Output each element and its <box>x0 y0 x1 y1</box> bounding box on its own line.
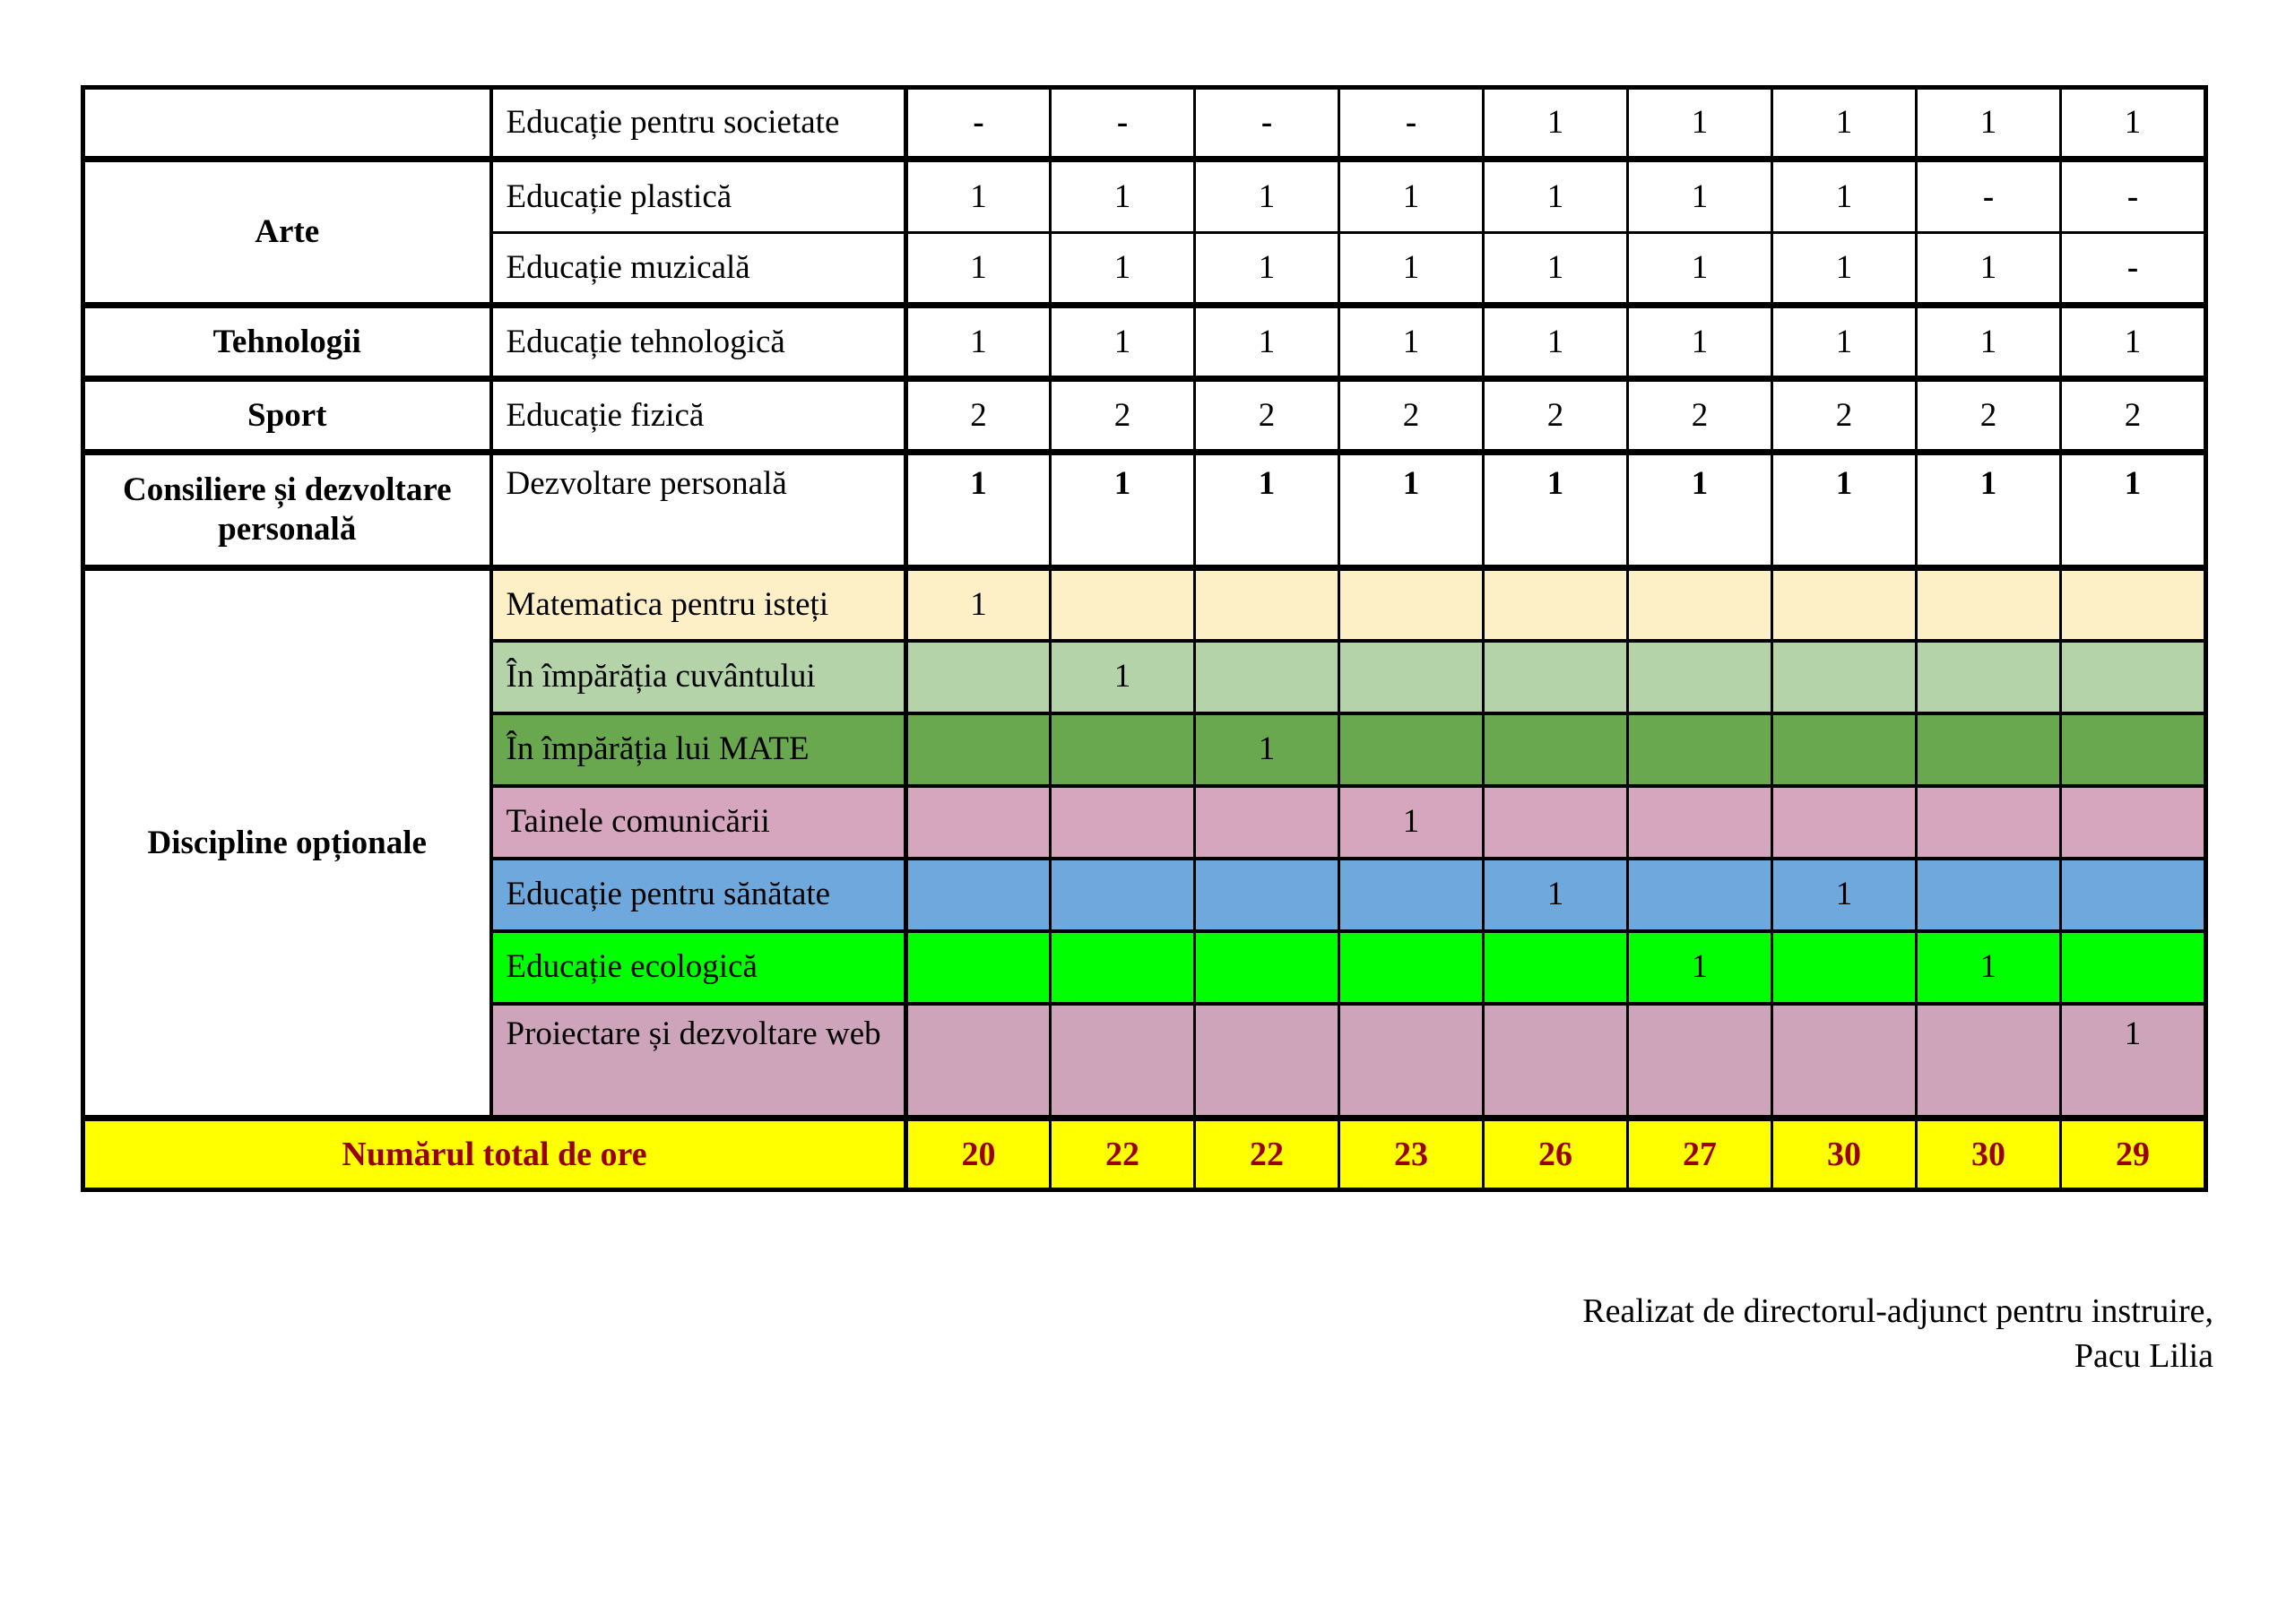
value-cell: 1 <box>1339 453 1484 568</box>
value-cell <box>1484 713 1628 786</box>
value-cell: 2 <box>1917 379 2061 453</box>
value-cell: 1 <box>1051 233 1195 306</box>
value-cell: 1 <box>1484 88 1628 160</box>
value-cell <box>1051 1004 1195 1119</box>
value-cell <box>1051 786 1195 859</box>
value-cell <box>1051 568 1195 641</box>
value-cell <box>1484 786 1628 859</box>
table-row <box>83 379 2206 453</box>
total-cell: 30 <box>1772 1119 1917 1190</box>
value-cell: 1 <box>1628 453 1772 568</box>
value-cell: 1 <box>1339 306 1484 379</box>
value-cell: 2 <box>1051 379 1195 453</box>
value-cell: 1 <box>1051 160 1195 233</box>
value-cell <box>1628 859 1772 931</box>
value-cell <box>1051 859 1195 931</box>
total-cell: 20 <box>906 1119 1051 1190</box>
value-cell <box>1339 1004 1484 1119</box>
value-cell: 1 <box>1195 713 1339 786</box>
value-cell: - <box>1339 88 1484 160</box>
value-cell: 1 <box>906 306 1051 379</box>
value-cell: 1 <box>1917 306 2061 379</box>
value-cell: 1 <box>1195 160 1339 233</box>
value-cell: 2 <box>2061 379 2206 453</box>
category-cell-consiliere: Consiliere și dezvoltare personală <box>83 453 491 568</box>
value-cell <box>906 641 1051 713</box>
value-cell: 1 <box>1484 160 1628 233</box>
discipline-cell: Educație pentru sănătate <box>491 859 906 931</box>
value-cell: 1 <box>1484 233 1628 306</box>
total-cell: 22 <box>1051 1119 1195 1190</box>
discipline-cell: Educație plastică <box>491 160 906 233</box>
value-cell <box>1772 641 1917 713</box>
value-cell: 1 <box>1772 306 1917 379</box>
discipline-cell: Educație ecologică <box>491 931 906 1004</box>
value-cell: 1 <box>1772 233 1917 306</box>
total-cell: 30 <box>1917 1119 2061 1190</box>
category-cell-arte: Arte <box>83 160 491 306</box>
value-cell: 1 <box>1484 453 1628 568</box>
value-cell: 1 <box>1051 641 1195 713</box>
value-cell <box>1195 859 1339 931</box>
value-cell <box>1195 931 1339 1004</box>
value-cell: 2 <box>1339 379 1484 453</box>
table-row <box>83 453 2206 568</box>
value-cell: 1 <box>1772 859 1917 931</box>
value-cell: 1 <box>1628 931 1772 1004</box>
footer-credit <box>1582 1289 2213 1378</box>
curriculum-table <box>81 85 2208 1192</box>
value-cell: 1 <box>1772 453 1917 568</box>
value-cell <box>906 786 1051 859</box>
value-cell <box>1339 859 1484 931</box>
total-cell: 23 <box>1339 1119 1484 1190</box>
discipline-cell: Dezvoltare personală <box>491 453 906 568</box>
value-cell: - <box>1195 88 1339 160</box>
value-cell: 2 <box>1772 379 1917 453</box>
value-cell <box>1628 713 1772 786</box>
value-cell: 1 <box>2061 88 2206 160</box>
discipline-cell: Educație muzicală <box>491 233 906 306</box>
value-cell: 1 <box>1917 88 2061 160</box>
value-cell: 1 <box>1484 859 1628 931</box>
value-cell <box>1484 1004 1628 1119</box>
value-cell <box>1628 1004 1772 1119</box>
value-cell <box>1917 713 2061 786</box>
value-cell <box>1339 931 1484 1004</box>
value-cell: 1 <box>906 160 1051 233</box>
table-row <box>83 160 2206 233</box>
discipline-cell: Tainele comunicării <box>491 786 906 859</box>
value-cell <box>1484 568 1628 641</box>
total-cell: 27 <box>1628 1119 1772 1190</box>
value-cell <box>1195 786 1339 859</box>
value-cell: 1 <box>1628 233 1772 306</box>
value-cell <box>1484 931 1628 1004</box>
discipline-cell: Proiectare și dezvoltare web <box>491 1004 906 1119</box>
value-cell: 1 <box>1484 306 1628 379</box>
value-cell: 2 <box>1195 379 1339 453</box>
discipline-cell: Educație fizică <box>491 379 906 453</box>
category-cell-tehnologii: Tehnologii <box>83 306 491 379</box>
value-cell <box>1195 641 1339 713</box>
value-cell: 1 <box>1772 88 1917 160</box>
value-cell: 2 <box>906 379 1051 453</box>
value-cell: 1 <box>1195 306 1339 379</box>
value-cell: 1 <box>1051 306 1195 379</box>
value-cell <box>906 713 1051 786</box>
value-cell <box>906 1004 1051 1119</box>
value-cell: 1 <box>1772 160 1917 233</box>
value-cell <box>1339 641 1484 713</box>
value-cell <box>2061 859 2206 931</box>
value-cell <box>2061 931 2206 1004</box>
value-cell <box>1772 931 1917 1004</box>
value-cell: 2 <box>1628 379 1772 453</box>
value-cell: - <box>2061 160 2206 233</box>
value-cell <box>1051 931 1195 1004</box>
value-cell <box>1772 713 1917 786</box>
category-cell-sport: Sport <box>83 379 491 453</box>
value-cell <box>1917 568 2061 641</box>
value-cell: 1 <box>2061 306 2206 379</box>
value-cell <box>1772 1004 1917 1119</box>
value-cell: 1 <box>1917 931 2061 1004</box>
category-cell-empty <box>83 88 491 160</box>
value-cell: 1 <box>2061 1004 2206 1119</box>
table-row <box>83 568 2206 641</box>
total-cell: 22 <box>1195 1119 1339 1190</box>
value-cell <box>1772 786 1917 859</box>
footer-credit-line: Realizat de directorul-adjunct pentru instruire, <box>1582 1292 2213 1330</box>
value-cell: 1 <box>1195 453 1339 568</box>
totals-label: Numărul total de ore <box>83 1119 906 1190</box>
value-cell <box>1917 859 2061 931</box>
value-cell <box>1195 1004 1339 1119</box>
total-cell: 26 <box>1484 1119 1628 1190</box>
value-cell: 1 <box>906 568 1051 641</box>
value-cell: 1 <box>1339 233 1484 306</box>
value-cell: 2 <box>1484 379 1628 453</box>
total-cell: 29 <box>2061 1119 2206 1190</box>
value-cell <box>2061 713 2206 786</box>
curriculum-table-wrap <box>81 85 2208 1192</box>
value-cell: 1 <box>1051 453 1195 568</box>
value-cell: 1 <box>906 453 1051 568</box>
value-cell <box>1917 786 2061 859</box>
value-cell: 1 <box>1917 453 2061 568</box>
value-cell: - <box>2061 233 2206 306</box>
value-cell: 1 <box>1339 160 1484 233</box>
value-cell <box>2061 568 2206 641</box>
value-cell <box>2061 641 2206 713</box>
table-row <box>83 306 2206 379</box>
value-cell: 1 <box>2061 453 2206 568</box>
table-row <box>83 88 2206 160</box>
value-cell <box>2061 786 2206 859</box>
totals-row <box>83 1119 2206 1190</box>
value-cell <box>1195 568 1339 641</box>
value-cell <box>1339 568 1484 641</box>
value-cell: 1 <box>1628 306 1772 379</box>
value-cell: 1 <box>1917 233 2061 306</box>
value-cell: 1 <box>1195 233 1339 306</box>
value-cell <box>1628 568 1772 641</box>
discipline-cell: Matematica pentru isteți <box>491 568 906 641</box>
value-cell <box>906 859 1051 931</box>
value-cell: 1 <box>1628 160 1772 233</box>
footer-credit-name: Pacu Lilia <box>2074 1337 2213 1375</box>
value-cell <box>1339 713 1484 786</box>
value-cell: - <box>906 88 1051 160</box>
value-cell: 1 <box>1339 786 1484 859</box>
value-cell <box>906 931 1051 1004</box>
value-cell: - <box>1051 88 1195 160</box>
value-cell: 1 <box>1628 88 1772 160</box>
discipline-cell: Educație pentru societate <box>491 88 906 160</box>
value-cell: 1 <box>906 233 1051 306</box>
value-cell <box>1051 713 1195 786</box>
value-cell <box>1772 568 1917 641</box>
value-cell <box>1917 641 2061 713</box>
value-cell <box>1628 641 1772 713</box>
value-cell <box>1917 1004 2061 1119</box>
value-cell: - <box>1917 160 2061 233</box>
discipline-cell: În împărăția lui MATE <box>491 713 906 786</box>
value-cell <box>1484 641 1628 713</box>
category-cell-optionale: Discipline opționale <box>83 568 491 1119</box>
discipline-cell: Educație tehnologică <box>491 306 906 379</box>
value-cell <box>1628 786 1772 859</box>
discipline-cell: În împărăția cuvântului <box>491 641 906 713</box>
